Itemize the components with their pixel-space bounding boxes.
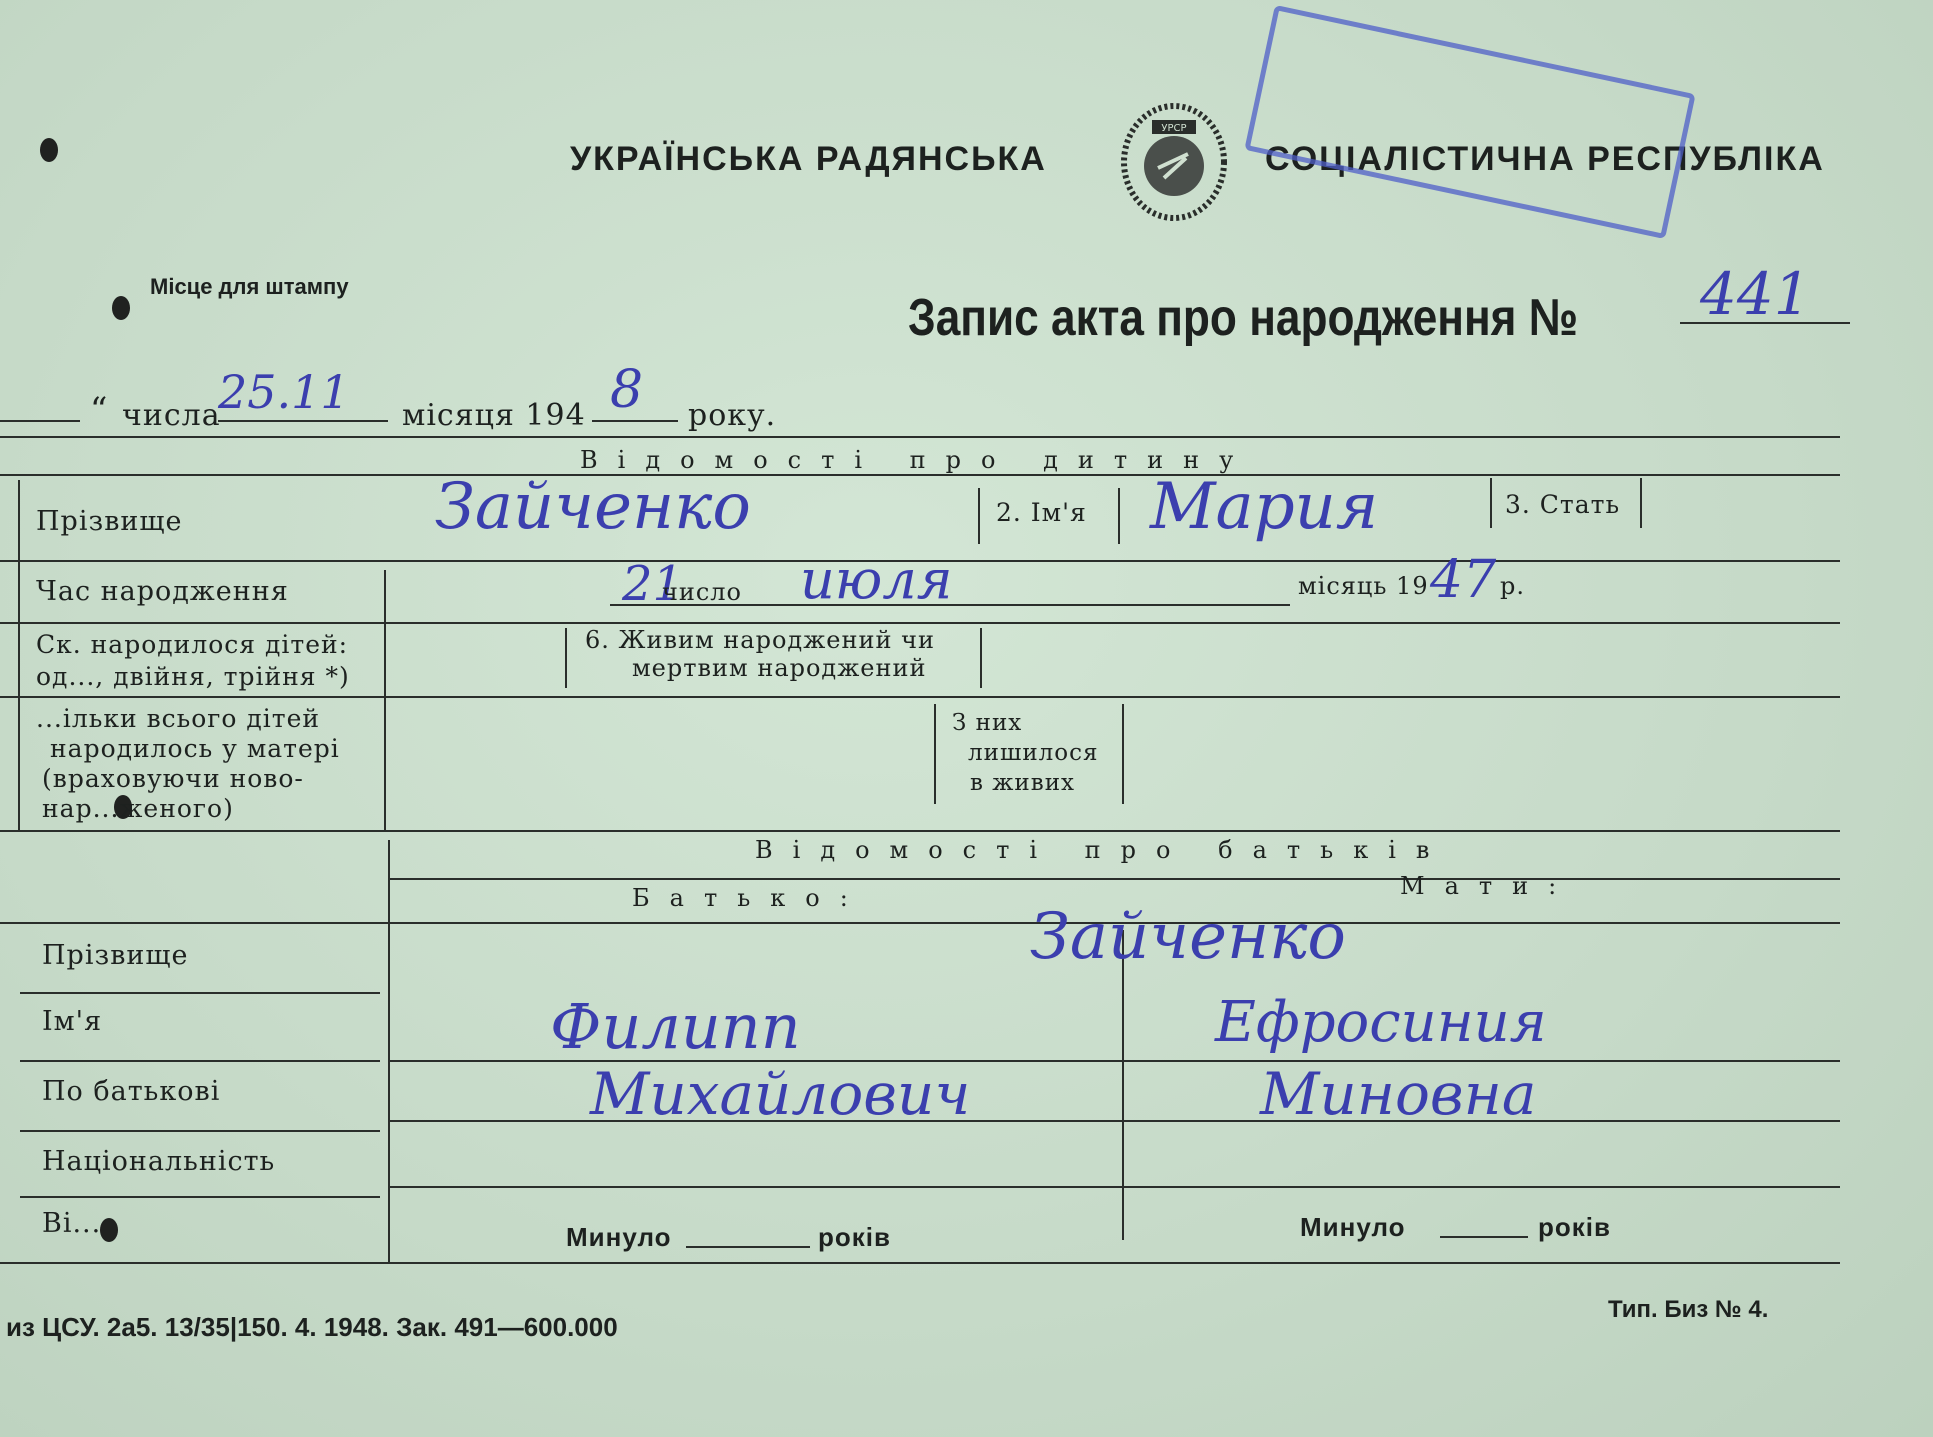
birth-time-label: Час народження	[36, 576, 289, 607]
mother-patronymic-value: Миновна	[1260, 1060, 1537, 1128]
father-age-line	[686, 1246, 810, 1248]
mother-age-word-1: Минуло	[1300, 1212, 1406, 1242]
total-label-2: народилось у матері	[50, 734, 340, 763]
father-name-value: Филипп	[550, 990, 801, 1063]
emblem-text: УРСР	[1161, 123, 1187, 134]
col-line	[1122, 704, 1124, 804]
rule	[0, 1262, 1840, 1264]
punch-hole	[100, 1218, 118, 1242]
col-line	[388, 840, 390, 1262]
emblem-icon	[1118, 96, 1230, 224]
col-line	[384, 570, 386, 830]
child-sex-label: 3. Стать	[1505, 490, 1621, 519]
date-prefix: числа	[122, 398, 221, 433]
col-line	[1118, 488, 1120, 544]
rule	[20, 992, 380, 994]
stamp-place-label: Місце для штампу	[150, 274, 349, 299]
record-title: Запис акта про народження №	[908, 289, 1579, 347]
alive-label-1: 6. Живим народжений чи	[585, 626, 935, 654]
date-day-line	[218, 420, 388, 422]
footer-right: Тип. Биз № 4.	[1608, 1296, 1769, 1323]
alive-label-2: мертвим народжений	[632, 654, 927, 682]
rule	[390, 878, 1840, 880]
alive-of-3: в живих	[970, 770, 1075, 796]
col-line	[978, 488, 980, 544]
rule	[20, 1130, 380, 1132]
child-surname-value: Зайченко	[435, 470, 751, 544]
total-label-4: нар...женого)	[42, 794, 234, 823]
father-label: Батько:	[632, 884, 868, 912]
birth-month-value: июля	[800, 548, 953, 611]
birth-year-suffix: р.	[1500, 572, 1525, 600]
nationality-label: Національність	[42, 1146, 276, 1177]
rule	[20, 1060, 380, 1062]
col-line	[980, 628, 982, 688]
header-right: СОЦІАЛІСТИЧНА РЕСПУБЛІКА	[1265, 140, 1825, 178]
date-dash	[0, 420, 80, 422]
parent-patronymic-label: По батькові	[42, 1076, 221, 1107]
rule	[20, 1196, 380, 1198]
rule	[0, 474, 1840, 476]
mother-age-line	[1440, 1236, 1528, 1238]
col-line	[1490, 478, 1492, 528]
parents-section-heading: Відомості про батьків	[755, 836, 1450, 864]
header-left: УКРАЇНСЬКА РАДЯНСЬКА	[570, 140, 1047, 178]
rule	[390, 1186, 1840, 1188]
stamp-mark	[1244, 5, 1695, 239]
child-surname-label: Прізвище	[36, 506, 183, 537]
date-day-value: 25.11	[218, 365, 350, 419]
date-year-digit: 8	[610, 360, 644, 420]
rule	[0, 922, 1840, 924]
mother-label: Мати:	[1400, 872, 1577, 900]
alive-of-1: З них	[952, 710, 1023, 736]
child-section-heading: Відомості про дитину	[580, 446, 1254, 474]
date-quote: “	[90, 390, 109, 430]
punch-hole	[112, 296, 130, 320]
footer-left: из ЦСУ. 2а5. 13/35|150. 4. 1948. Зак. 491—600.000	[6, 1312, 618, 1342]
birth-month-word: місяць 19	[1298, 572, 1429, 600]
parent-surname-label: Прізвище	[42, 940, 189, 971]
births-label-1: Ск. народилося дітей:	[36, 630, 349, 659]
mother-age-word-2: років	[1538, 1212, 1611, 1242]
col-line	[934, 704, 936, 804]
rule	[0, 696, 1840, 698]
date-suffix: року.	[688, 398, 777, 433]
col-line	[565, 628, 567, 688]
child-name-label: 2. Ім'я	[996, 498, 1087, 527]
rule	[0, 622, 1840, 624]
father-age-word-2: років	[818, 1222, 891, 1252]
birth-year-value: 47	[1430, 550, 1497, 610]
record-number-value: 441	[1700, 260, 1811, 328]
father-patronymic-value: Михайлович	[590, 1060, 971, 1128]
date-month-word: місяця 194	[402, 398, 586, 433]
date-year-line	[592, 420, 678, 422]
total-label-3: (враховуючи ново-	[42, 764, 304, 793]
col-line	[1122, 930, 1124, 1240]
parent-name-label: Ім'я	[42, 1006, 103, 1037]
alive-of-2: лишилося	[968, 740, 1099, 766]
births-label-2: од..., двійня, трійня *)	[36, 662, 350, 691]
child-name-value: Мария	[1150, 470, 1379, 544]
birth-day-value: 21	[622, 556, 684, 612]
parent-surname-value: Зайченко	[1030, 900, 1346, 974]
rule	[0, 830, 1840, 832]
birth-number-word: число	[662, 578, 742, 606]
col-line	[18, 480, 20, 830]
rule	[0, 436, 1840, 438]
punch-hole	[40, 138, 58, 162]
col-line	[1640, 478, 1642, 528]
age-label: Ві...	[42, 1208, 102, 1239]
total-label-1: ...ільки всього дітей	[36, 704, 321, 733]
father-age-word-1: Минуло	[566, 1222, 672, 1252]
mother-name-value: Ефросиния	[1215, 990, 1547, 1055]
